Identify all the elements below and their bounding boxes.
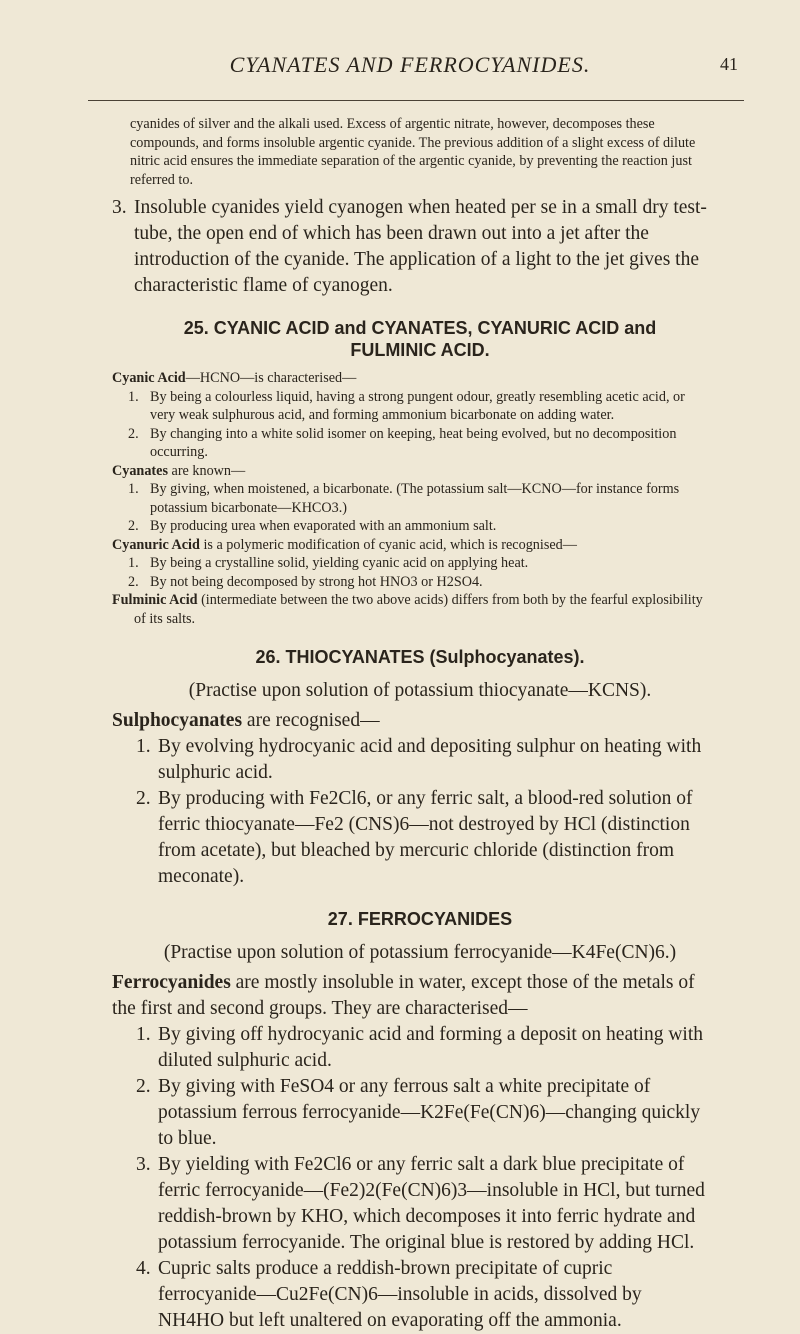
- item-number: 2.: [128, 573, 139, 590]
- page-header: [122, 52, 738, 92]
- ferrocyanides-rest: are mostly insoluble in water, except those of the metals of the first and second groups. They are characterised—: [112, 972, 695, 1019]
- item-number: 2.: [136, 788, 151, 809]
- cyanic-acid-lead: [112, 369, 710, 388]
- fulminic-lead: [112, 591, 710, 628]
- section-26-item-1: [120, 734, 710, 786]
- sulphocyanates-label: Sulphocyanates: [112, 710, 243, 731]
- running-title: CYANATES AND FERROCYANIDES.: [229, 52, 591, 77]
- sulphocyanates-rest: are recognised—: [242, 710, 380, 731]
- section-27-item-1: [120, 1022, 710, 1074]
- section-26-lead: [112, 708, 710, 734]
- item-number: 4.: [136, 1258, 151, 1279]
- cyanates-item-2: [112, 517, 710, 536]
- item-text: By giving with FeSO4 or any ferrous salt a white precipitate of potassium ferrous ferrocyanide—K2Fe(Fe(CN)6)—changing quickly to blue.: [158, 1076, 701, 1149]
- page-body: [112, 115, 710, 1334]
- cyanic-item-1: [112, 388, 710, 425]
- cyanates-lead: [112, 462, 710, 481]
- intro-paragraph: cyanides of silver and the alkali used. Excess of argentic nitrate, however, decomposes these compounds, and forms insoluble argentic cyanide. The previous addition of a slight excess of dilute nitric acid ensures the immediate separation of the argentic cyanide, by preventing the reaction just referred to.: [130, 116, 696, 188]
- section-25: [112, 317, 710, 628]
- section-27-heading: 27. FERROCYANIDES: [327, 909, 513, 929]
- section-26-item-2: [120, 786, 710, 890]
- item-text: By producing urea when evaporated with an ammonium salt.: [150, 518, 497, 534]
- item-text: Cupric salts produce a reddish-brown precipitate of cupric ferrocyanide—Cu2Fe(CN)6—insoluble in acids, dissolved by NH4HO but left unaltered on evaporating off the ammonia.: [158, 1258, 642, 1331]
- section-26-heading: 26. THIOCYANATES (Sulphocyanates).: [255, 647, 585, 667]
- item-number: 3.: [112, 197, 127, 218]
- item-text: By being a colourless liquid, having a strong pungent odour, greatly resembling acetic acid, or very weak sulphurous acid, and forming ammonium bicarbonate on adding water.: [150, 388, 685, 423]
- section-27-lead: [112, 970, 710, 1022]
- item-number: 2.: [128, 518, 139, 534]
- fulminic-rest: (intermediate between the two above acids) differs from both by the fearful explosibility of its salts.: [134, 592, 703, 627]
- section-25-heading-line1: 25. CYANIC ACID and CYANATES, CYANURIC ACID and: [183, 318, 657, 338]
- item-text: By being a crystalline solid, yielding cyanic acid on applying heat.: [150, 555, 529, 571]
- section-27-practise: (Practise upon solution of potassium ferrocyanide—K4Fe(CN)6.): [163, 942, 677, 963]
- cyanuric-item-2: [112, 573, 710, 592]
- item-3: [112, 195, 710, 299]
- item-number: 2.: [128, 425, 139, 442]
- item-text: By giving off hydrocyanic acid and forming a deposit on heating with diluted sulphuric acid.: [158, 1024, 703, 1071]
- section-27: [112, 908, 710, 1334]
- cyanic-acid-rest: —HCNO—is characterised—: [185, 370, 357, 386]
- item-text: Insoluble cyanides yield cyanogen when heated per se in a small dry test-tube, the open end of which has been drawn out into a jet after the introduction of the cyanide. The application of a light to the jet gives the characteristic flame of cyanogen.: [134, 197, 707, 296]
- section-27-item-2: [120, 1074, 710, 1152]
- page-number: 41: [720, 54, 738, 74]
- cyanates-label: Cyanates: [112, 462, 168, 479]
- item-number: 1.: [128, 555, 139, 571]
- section-26-practise: (Practise upon solution of potassium thiocyanate—KCNS).: [188, 680, 652, 701]
- cyanic-acid-label: Cyanic Acid: [112, 370, 186, 386]
- cyanic-item-2: [112, 425, 710, 462]
- cyanuric-label: Cyanuric Acid: [112, 536, 200, 553]
- item-text: By evolving hydrocyanic acid and depositing sulphur on heating with sulphuric acid.: [158, 736, 702, 783]
- item-number: 3.: [136, 1154, 151, 1175]
- item-number: 1.: [128, 481, 139, 497]
- item-text: By changing into a white solid isomer on keeping, heat being evolved, but no decomposition occurring.: [150, 425, 677, 460]
- ferrocyanides-label: Ferrocyanides: [112, 972, 231, 993]
- cyanuric-rest: is a polymeric modification of cyanic acid, which is recognised—: [199, 536, 577, 553]
- cyanates-item-1: [112, 480, 710, 517]
- item-number: 1.: [136, 736, 151, 757]
- section-26: [112, 646, 710, 890]
- fulminic-label: Fulminic Acid: [112, 592, 198, 608]
- header-rule: [88, 100, 744, 101]
- item-text: By yielding with Fe2Cl6 or any ferric salt a dark blue precipitate of ferric ferrocyanide—(Fe2)2(Fe(CN)6)3—insoluble in HCl, but turned reddish-brown by KHO, which decomposes it into ferric hydrate and potassium ferrocyanide. The original blue is restored by adding HCl.: [158, 1154, 705, 1253]
- section-25-heading-line2: FULMINIC ACID.: [350, 340, 490, 360]
- cyanuric-lead: [112, 536, 710, 555]
- item-number: 1.: [136, 1024, 151, 1045]
- item-number: 2.: [136, 1076, 151, 1097]
- item-text: By producing with Fe2Cl6, or any ferric salt, a blood-red solution of ferric thiocyanate—Fe2 (CNS)6—not destroyed by HCl (distinction from acetate), but bleached by mercuric chloride (distinction from meconate).: [158, 788, 693, 887]
- item-text: By not being decomposed by strong hot HNO3 or H2SO4.: [150, 573, 483, 590]
- item-text: By giving, when moistened, a bicarbonate. (The potassium salt—KCNO—for instance forms potassium bicarbonate—KHCO3.): [150, 481, 680, 516]
- cyanates-rest: are known—: [167, 462, 246, 479]
- cyanuric-item-1: [112, 554, 710, 573]
- section-27-item-4: [120, 1256, 710, 1334]
- section-27-item-3: [120, 1152, 710, 1256]
- item-number: 1.: [128, 388, 139, 405]
